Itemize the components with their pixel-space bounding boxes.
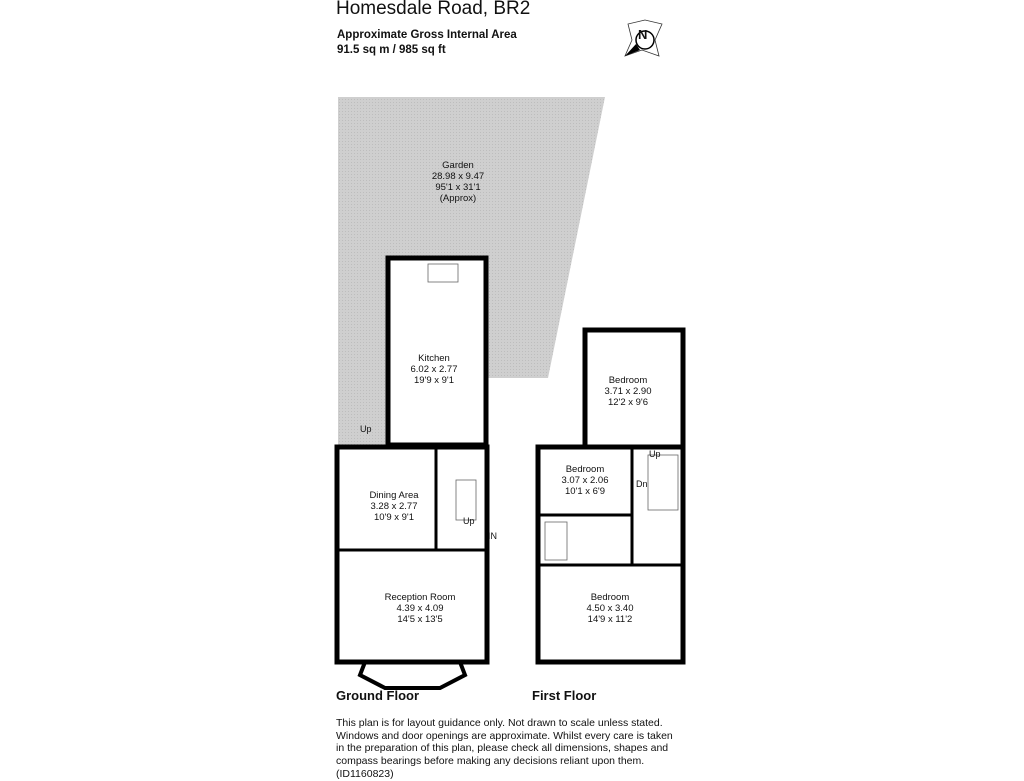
room-metric: 6.02 x 2.77: [410, 364, 458, 375]
up-marker: Up: [649, 449, 661, 459]
area-label: Approximate Gross Internal Area: [337, 29, 517, 41]
down-marker: Dn: [636, 479, 648, 489]
room-imperial: 10'9 x 9'1: [373, 512, 415, 523]
reception-label: [385, 592, 456, 625]
up-marker: Up: [463, 516, 475, 526]
room-metric: 3.28 x 2.77: [370, 501, 418, 512]
dining-label: [369, 490, 418, 523]
ground-floor-title: Ground Floor: [336, 688, 420, 703]
room-imperial: 14'5 x 13'5: [397, 614, 443, 625]
room-name: Reception Room: [384, 592, 456, 603]
bedroom-2-label: [561, 464, 608, 497]
bedroom-3-label: [586, 592, 633, 625]
page-title: Homesdale Road, BR2: [336, 0, 531, 19]
room-metric: 4.39 x 4.09: [396, 603, 444, 614]
room-name: Dining Area: [369, 490, 419, 501]
room-metric: 3.71 x 2.90: [604, 386, 652, 397]
room-name: Bedroom: [590, 592, 630, 603]
room-metric: 28.98 x 9.47: [431, 171, 485, 182]
garden-label: [432, 160, 484, 204]
room-name: Bedroom: [608, 375, 648, 386]
room-note: (Approx): [439, 193, 477, 204]
room-name: Bedroom: [565, 464, 605, 475]
room-imperial: 12'2 x 9'6: [607, 397, 649, 408]
room-metric: 4.50 x 3.40: [586, 603, 634, 614]
up-marker: Up: [360, 424, 372, 434]
entrance-marker: IN: [488, 531, 497, 541]
first-floor-title: First Floor: [532, 688, 597, 703]
bedroom-1-label: [604, 375, 651, 408]
room-imperial: 14'9 x 11'2: [587, 614, 633, 625]
room-name: Garden: [442, 160, 474, 171]
garden-area: [338, 97, 605, 445]
kitchen-label: [410, 353, 457, 386]
room-imperial: 10'1 x 6'9: [564, 486, 606, 497]
room-name: Kitchen: [418, 353, 450, 364]
room-imperial: 95'1 x 31'1: [435, 182, 481, 193]
room-metric: 3.07 x 2.06: [561, 475, 609, 486]
room-imperial: 19'9 x 9'1: [413, 375, 455, 386]
area-value: 91.5 sq m / 985 sq ft: [337, 44, 446, 56]
compass-label: N: [638, 27, 648, 42]
disclaimer: This plan is for layout guidance only. Not drawn to scale unless stated. Windows and door openings are approximate. Whilst every care is taken in the preparation of this plan, please check all dimensions, shapes and compass bearings before making any decisions reliant upon them. (ID1160823): [336, 717, 673, 780]
